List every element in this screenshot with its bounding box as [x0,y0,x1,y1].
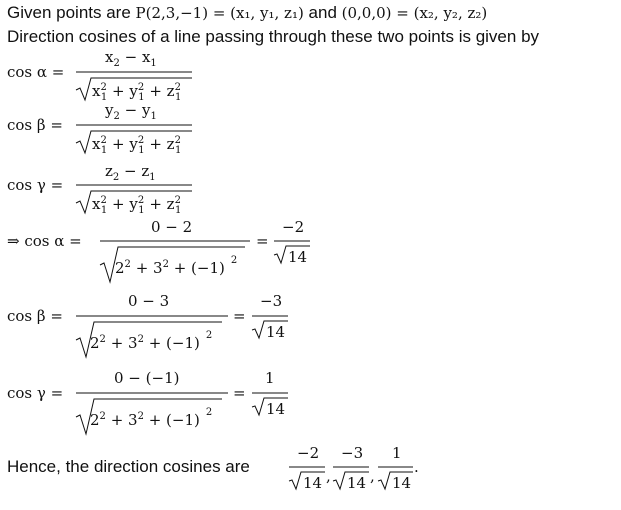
substitution-denominator: $2^2 + 3^2 + (-1)$ $^2$ [90,407,213,429]
intro-text-a: Given points are [7,3,136,22]
equals-sign: = [233,384,246,402]
substitution-cos-gamma [7,369,288,434]
period: . [414,458,419,476]
comma: , [370,467,375,485]
result-numerator: −3 [260,292,283,310]
conclusion-text: Hence, the direction cosines are [7,457,250,476]
conclusion-fraction-2-den: 14 [347,474,367,492]
formula-lhs: cos β = [7,116,63,134]
formula-denominator: $x^2$ $1 + y^2$ $1 + z^2$ 1 [92,135,182,156]
conclusion-fraction-2-num: −3 [341,444,364,462]
point-p-expression: P(2,3,−1) = (x₁, y₁, z₁) [135,4,304,22]
substitution-numerator: 0 − (−1) [114,369,180,387]
conclusion-fraction-3-den: 14 [392,474,412,492]
formula-lhs: cos γ = [7,176,64,194]
substitution-numerator: 0 − 2 [151,218,193,236]
formula-lhs: cos α = [7,63,65,81]
result-numerator: 1 [265,369,275,387]
substitution-lhs: ⇒ cos α = [7,232,82,250]
conclusion-fraction-1-den: 14 [303,474,323,492]
formula-numerator: $y_2 - y_1$ [105,101,157,122]
substitution-cos-beta [7,292,288,357]
formula-denominator: $x^2$ $1 + y^2$ $1 + z^2$ 1 [92,82,182,103]
substitution-cos-alpha [7,218,310,282]
substitution-lhs: cos β = [7,307,63,325]
formula-cos-gamma-general [7,162,192,216]
conclusion-fraction-1-num: −2 [297,444,320,462]
result-denominator: 14 [266,323,286,341]
equals-sign: = [256,232,269,250]
formula-cos-alpha-general [7,48,192,103]
formula-numerator: $x_2 - x_1$ [105,48,157,69]
comma: , [326,467,331,485]
result-denominator: 14 [266,400,286,418]
result-numerator: −2 [282,218,305,236]
conclusion-fraction-3-num: 1 [392,444,402,462]
formula-numerator: $z_2 - z_1$ [105,162,156,183]
equals-sign: = [233,307,246,325]
substitution-denominator: $2^2 + 3^2 + (-1)$ $^2$ [90,330,213,352]
conclusion-fractions [289,444,419,492]
formula-cos-beta-general [7,101,192,156]
result-denominator: 14 [288,248,308,266]
intro-text-b: and [303,3,342,22]
substitution-lhs: cos γ = [7,384,64,402]
intro-line-description: Direction cosines of a line passing through these two points is given by [7,27,540,46]
origin-expression: (0,0,0) = (x₂, y₂, z₂) [341,4,488,22]
substitution-denominator: $2^2 + 3^2 + (-1)$ $^2$ [115,255,238,277]
substitution-numerator: 0 − 3 [128,292,170,310]
formula-denominator: $x^2$ $1 + y^2$ $1 + z^2$ 1 [92,195,182,216]
